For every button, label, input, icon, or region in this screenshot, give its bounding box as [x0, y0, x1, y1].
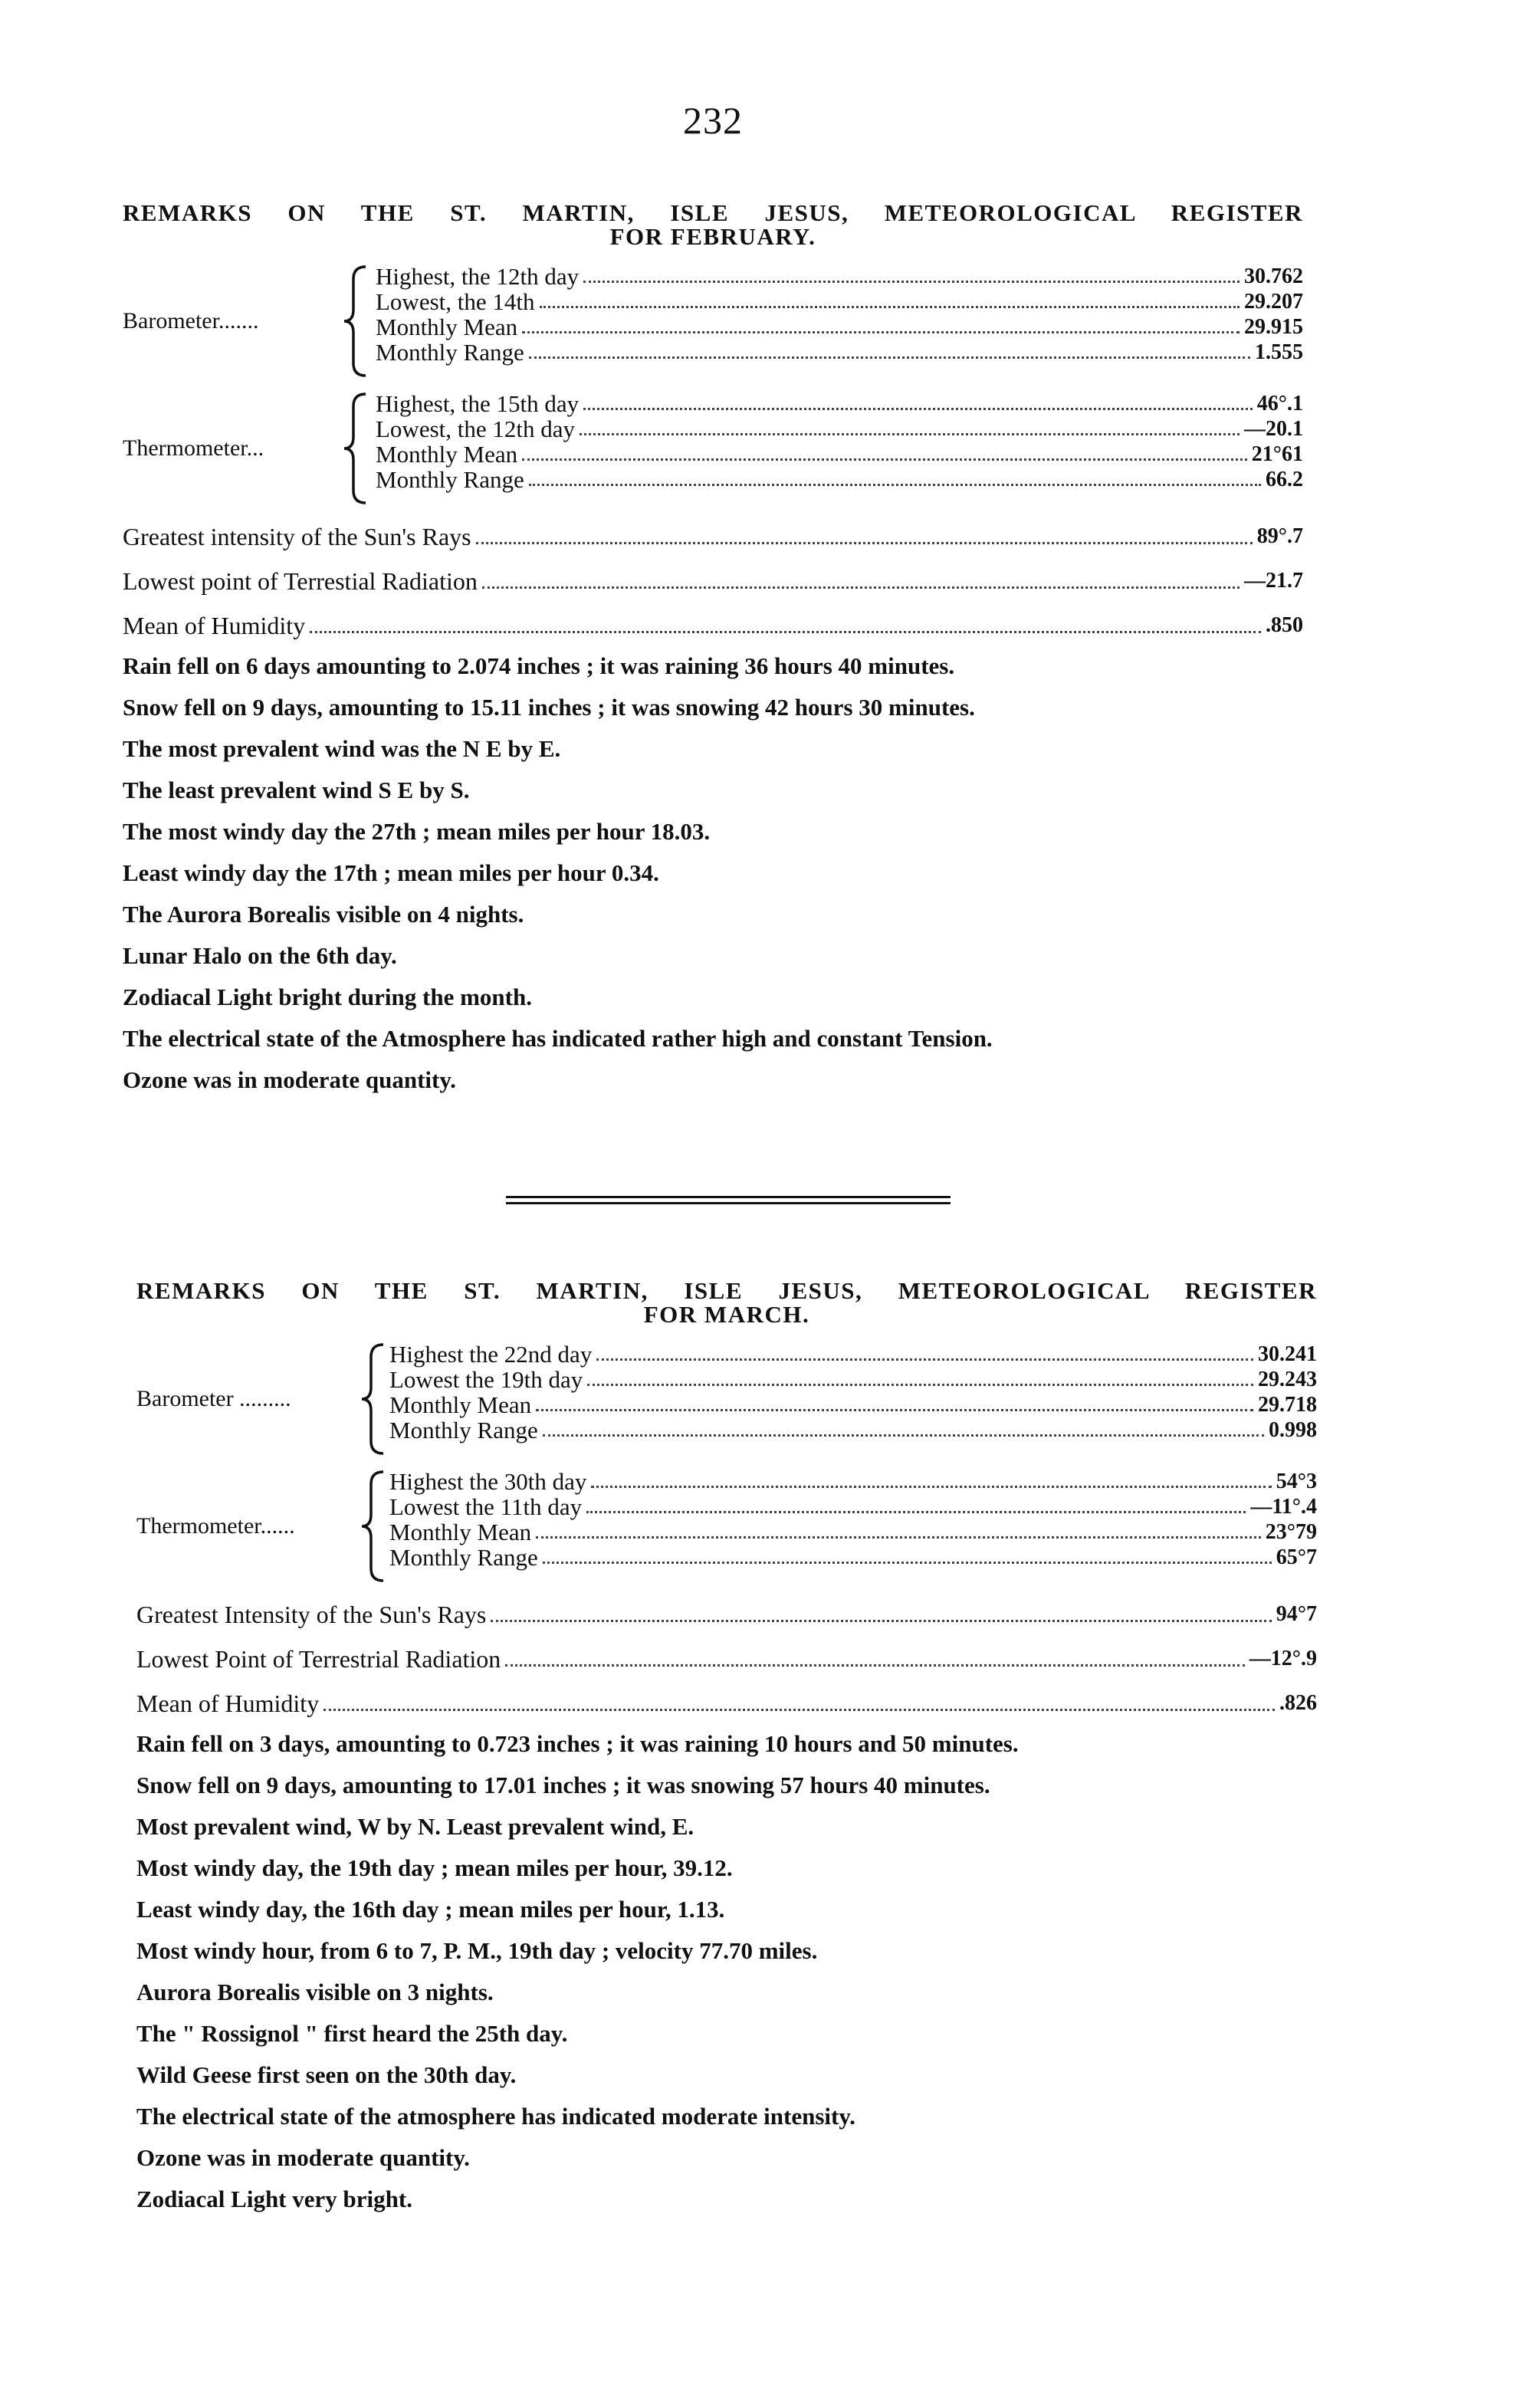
data-row: Monthly Range 1.555 — [376, 339, 1303, 366]
remark-line: Most prevalent wind, W by N. Least prevalent wind, E. — [136, 1813, 694, 1840]
dot-leader — [310, 631, 1261, 633]
heading-line-1: REMARKS ON THE ST. MARTIN, ISLE JESUS, METEOROLOGICAL REGISTER — [123, 199, 1303, 226]
page-number: 232 — [683, 99, 743, 142]
remark-line: The " Rossignol " first heard the 25th day. — [136, 2020, 568, 2047]
data-row: Monthly Range 65°7 — [389, 1544, 1317, 1571]
remark-line: The Aurora Borealis visible on 4 nights. — [123, 901, 524, 928]
barometer-rows — [389, 1342, 1317, 1443]
dot-leader — [536, 1409, 1253, 1411]
left-brace-icon — [359, 1342, 389, 1457]
dot-leader — [522, 331, 1240, 333]
dot-leader — [583, 408, 1253, 410]
section-divider — [506, 1196, 951, 1207]
dot-leader — [482, 586, 1240, 589]
thermometer-label: Thermometer...... — [136, 1513, 295, 1539]
remark-line: Snow fell on 9 days, amounting to 17.01 inches ; it was snowing 57 hours 40 minutes. — [136, 1772, 990, 1798]
remark-line: The electrical state of the atmosphere has indicated moderate intensity. — [136, 2103, 855, 2130]
stat-row: Mean of Humidity .850 — [123, 612, 1303, 639]
dot-leader — [505, 1664, 1245, 1667]
dot-leader — [543, 1562, 1272, 1564]
dot-leader — [522, 458, 1247, 461]
remark-line: Wild Geese first seen on the 30th day. — [136, 2061, 517, 2088]
dot-leader — [323, 1709, 1275, 1711]
dot-leader — [583, 281, 1240, 283]
remark-line: Snow fell on 9 days, amounting to 15.11 inches ; it was snowing 42 hours 30 minutes. — [123, 694, 975, 721]
remark-line: Most windy day, the 19th day ; mean miles per hour, 39.12. — [136, 1854, 733, 1881]
thermometer-rows — [376, 391, 1303, 492]
remark-line: Aurora Borealis visible on 3 nights. — [136, 1979, 494, 2005]
march-section — [136, 1279, 1317, 2220]
dot-leader — [591, 1486, 1271, 1488]
thermometer-group — [123, 391, 1303, 506]
left-brace-icon — [341, 264, 372, 379]
february-section — [123, 201, 1303, 1101]
dot-leader — [491, 1620, 1271, 1622]
remark-line: The most windy day the 27th ; mean miles per hour 18.03. — [123, 818, 711, 845]
data-row: Highest the 22nd day 30.241 — [389, 1341, 1317, 1368]
thermometer-rows — [389, 1469, 1317, 1570]
data-row: Highest the 30th day 54°3 — [389, 1468, 1317, 1495]
remark-line: Rain fell on 3 days, amounting to 0.723 inches ; it was raining 10 hours and 50 minutes. — [136, 1730, 1019, 1757]
remark-line: Rain fell on 6 days amounting to 2.074 inches ; it was raining 36 hours 40 minutes. — [123, 652, 955, 679]
dot-leader — [586, 1511, 1246, 1513]
remark-line: Least windy day the 17th ; mean miles per hour 0.34. — [123, 859, 659, 886]
data-row: Lowest, the 14th 29.207 — [376, 288, 1303, 315]
barometer-label: Barometer ......... — [136, 1386, 291, 1411]
dot-leader — [540, 306, 1240, 308]
remark-line: Lunar Halo on the 6th day. — [123, 942, 397, 969]
data-row: Monthly Range 0.998 — [389, 1417, 1317, 1443]
dot-leader — [529, 484, 1261, 486]
remark-line: The least prevalent wind S E by S. — [123, 777, 470, 803]
remark-line: Least windy day, the 16th day ; mean miles per hour, 1.13. — [136, 1896, 725, 1923]
heading-line-2: FOR FEBRUARY. — [609, 223, 816, 250]
thermometer-group — [136, 1469, 1317, 1584]
section-heading — [123, 201, 1303, 248]
data-row: Monthly Mean 23°79 — [389, 1519, 1317, 1545]
remark-line: Zodiacal Light bright during the month. — [123, 984, 532, 1010]
data-row: Lowest the 19th day 29.243 — [389, 1366, 1317, 1393]
barometer-label: Barometer....... — [123, 308, 259, 333]
barometer-group — [136, 1342, 1317, 1457]
heading-line-1: REMARKS ON THE ST. MARTIN, ISLE JESUS, METEOROLOGICAL REGISTER — [136, 1277, 1317, 1304]
heading-line-2: FOR MARCH. — [643, 1301, 810, 1328]
dot-leader — [587, 1384, 1253, 1386]
remark-line: The electrical state of the Atmosphere has indicated rather high and constant Tension. — [123, 1025, 993, 1052]
stat-row: Lowest Point of Terrestrial Radiation —12°.9 — [136, 1645, 1317, 1673]
thermometer-label: Thermometer... — [123, 435, 264, 461]
barometer-rows — [376, 264, 1303, 365]
stat-row: Lowest point of Terrestial Radiation —21.7 — [123, 567, 1303, 595]
remark-line: Ozone was in moderate quantity. — [136, 2144, 470, 2171]
left-brace-icon — [359, 1469, 389, 1584]
data-row: Lowest the 11th day —11°.4 — [389, 1493, 1317, 1520]
stat-row: Greatest Intensity of the Sun's Rays 94°7 — [136, 1601, 1317, 1628]
dot-leader — [543, 1434, 1264, 1437]
dot-leader — [476, 542, 1253, 544]
dot-leader — [580, 433, 1240, 435]
remark-line: Most windy hour, from 6 to 7, P. M., 19th day ; velocity 77.70 miles. — [136, 1937, 818, 1964]
left-brace-icon — [341, 391, 372, 506]
section-heading — [136, 1279, 1317, 1326]
data-row: Monthly Mean 29.718 — [389, 1391, 1317, 1418]
stat-row: Mean of Humidity .826 — [136, 1690, 1317, 1717]
data-row: Monthly Mean 29.915 — [376, 314, 1303, 340]
data-row: Monthly Range 66.2 — [376, 466, 1303, 493]
dot-leader — [596, 1358, 1253, 1361]
dot-leader — [536, 1536, 1261, 1539]
barometer-group — [123, 264, 1303, 379]
remark-line: Zodiacal Light very bright. — [136, 2186, 412, 2212]
stat-row: Greatest intensity of the Sun's Rays 89°.7 — [123, 523, 1303, 550]
data-row: Monthly Mean 21°61 — [376, 441, 1303, 468]
remark-line: The most prevalent wind was the N E by E. — [123, 735, 561, 762]
dot-leader — [529, 356, 1250, 359]
data-row: Lowest, the 12th day —20.1 — [376, 415, 1303, 442]
remark-line: Ozone was in moderate quantity. — [123, 1066, 456, 1093]
data-row: Highest, the 12th day 30.762 — [376, 263, 1303, 290]
data-row: Highest, the 15th day 46°.1 — [376, 390, 1303, 417]
